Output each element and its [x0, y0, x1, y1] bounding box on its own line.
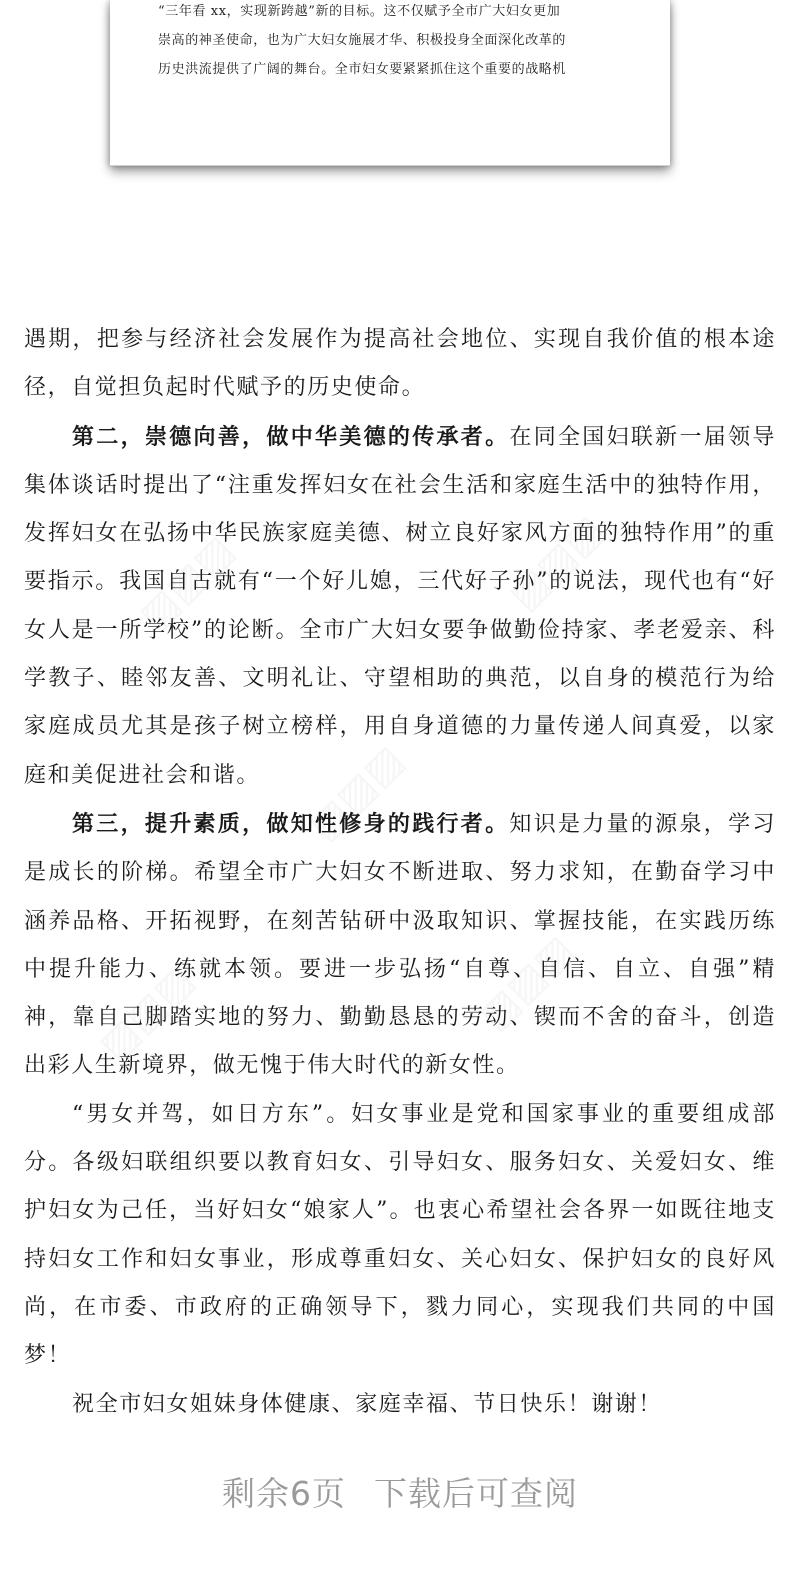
- paragraph-second-point: [24, 413, 776, 800]
- document-page-preview: [110, 0, 670, 166]
- third-point-text: 知识是力量的源泉，学习是成长的阶梯。希望全市广大妇女不断进取、努力求知，在勤奋学习中涵养品格、开拓视野，在刻苦钻研中汲取知识、掌握技能，在实践历练中提升能力、练就本领。要进一步弘扬“自尊、自信、自立、自强”精神，靠自己脚踏实地的努力、勤勤恳恳的劳动、锲而不舍的奋斗，创造出彩人生新境界，做无愧于伟大时代的新女性。: [24, 811, 776, 1079]
- remaining-pages-label: 剩余6页: [222, 1474, 346, 1513]
- paragraph-continuation: 遇期，把参与经济社会发展作为提高社会地位、实现自我价值的根本途径，自觉担负起时代赋予的历史使命。: [24, 327, 776, 401]
- download-to-view-label: 下载后可查阅: [374, 1474, 578, 1513]
- download-prompt[interactable]: [0, 1468, 800, 1515]
- preview-line-3: 历史洪流提供了广阔的舞台。全市妇女要紧紧抓住这个重要的战略机: [158, 62, 567, 77]
- paragraph-third-point: [24, 800, 776, 1091]
- preview-line-1: “三年看 xx，实现新跨越”新的目标。这不仅赋予全市广大妇女更加: [158, 4, 561, 19]
- preview-line-2: 崇高的神圣使命，也为广大妇女施展才华、积极投身全面深化改革的: [158, 33, 567, 48]
- second-point-text: 在同全国妇联新一届领导集体谈话时提出了“注重发挥妇女在社会生活和家庭生活中的独特作用，发挥妇女在弘扬中华民族家庭美德、树立良好家风方面的独特作用”的重要指示。我国自古就有“一个好儿媳，三代好子孙”的说法，现代也有“好女人是一所学校”的论断。全市广大妇女要争做勤俭持家、孝老爱亲、科学教子、睦邻友善、文明礼让、守望相助的典范，以自身的模范行为给家庭成员尤其是孩子树立榜样，用自身道德的力量传递人间真爱，以家庭和美促进社会和谐。: [24, 424, 776, 788]
- paragraph-closing: “男女并驾，如日方东”。妇女事业是党和国家事业的重要组成部分。各级妇联组织要以教育妇女、引导妇女、服务妇女、关爱妇女、维护妇女为己任，当好妇女“娘家人”。也衷心希望社会各界一如既往地支持妇女工作和妇女事业，形成尊重妇女、关心妇女、保护妇女的良好风尚，在市委、市政府的正确领导下，戮力同心，实现我们共同的中国梦！: [24, 1101, 776, 1369]
- document-body: [24, 316, 776, 1429]
- second-point-heading: 第二，崇德向善，做中华美德的传承者。: [72, 423, 510, 450]
- paragraph-greeting: 祝全市妇女姐妹身体健康、家庭幸福、节日快乐！谢谢！: [72, 1391, 663, 1417]
- third-point-heading: 第三，提升素质，做知性修身的践行者。: [72, 810, 510, 837]
